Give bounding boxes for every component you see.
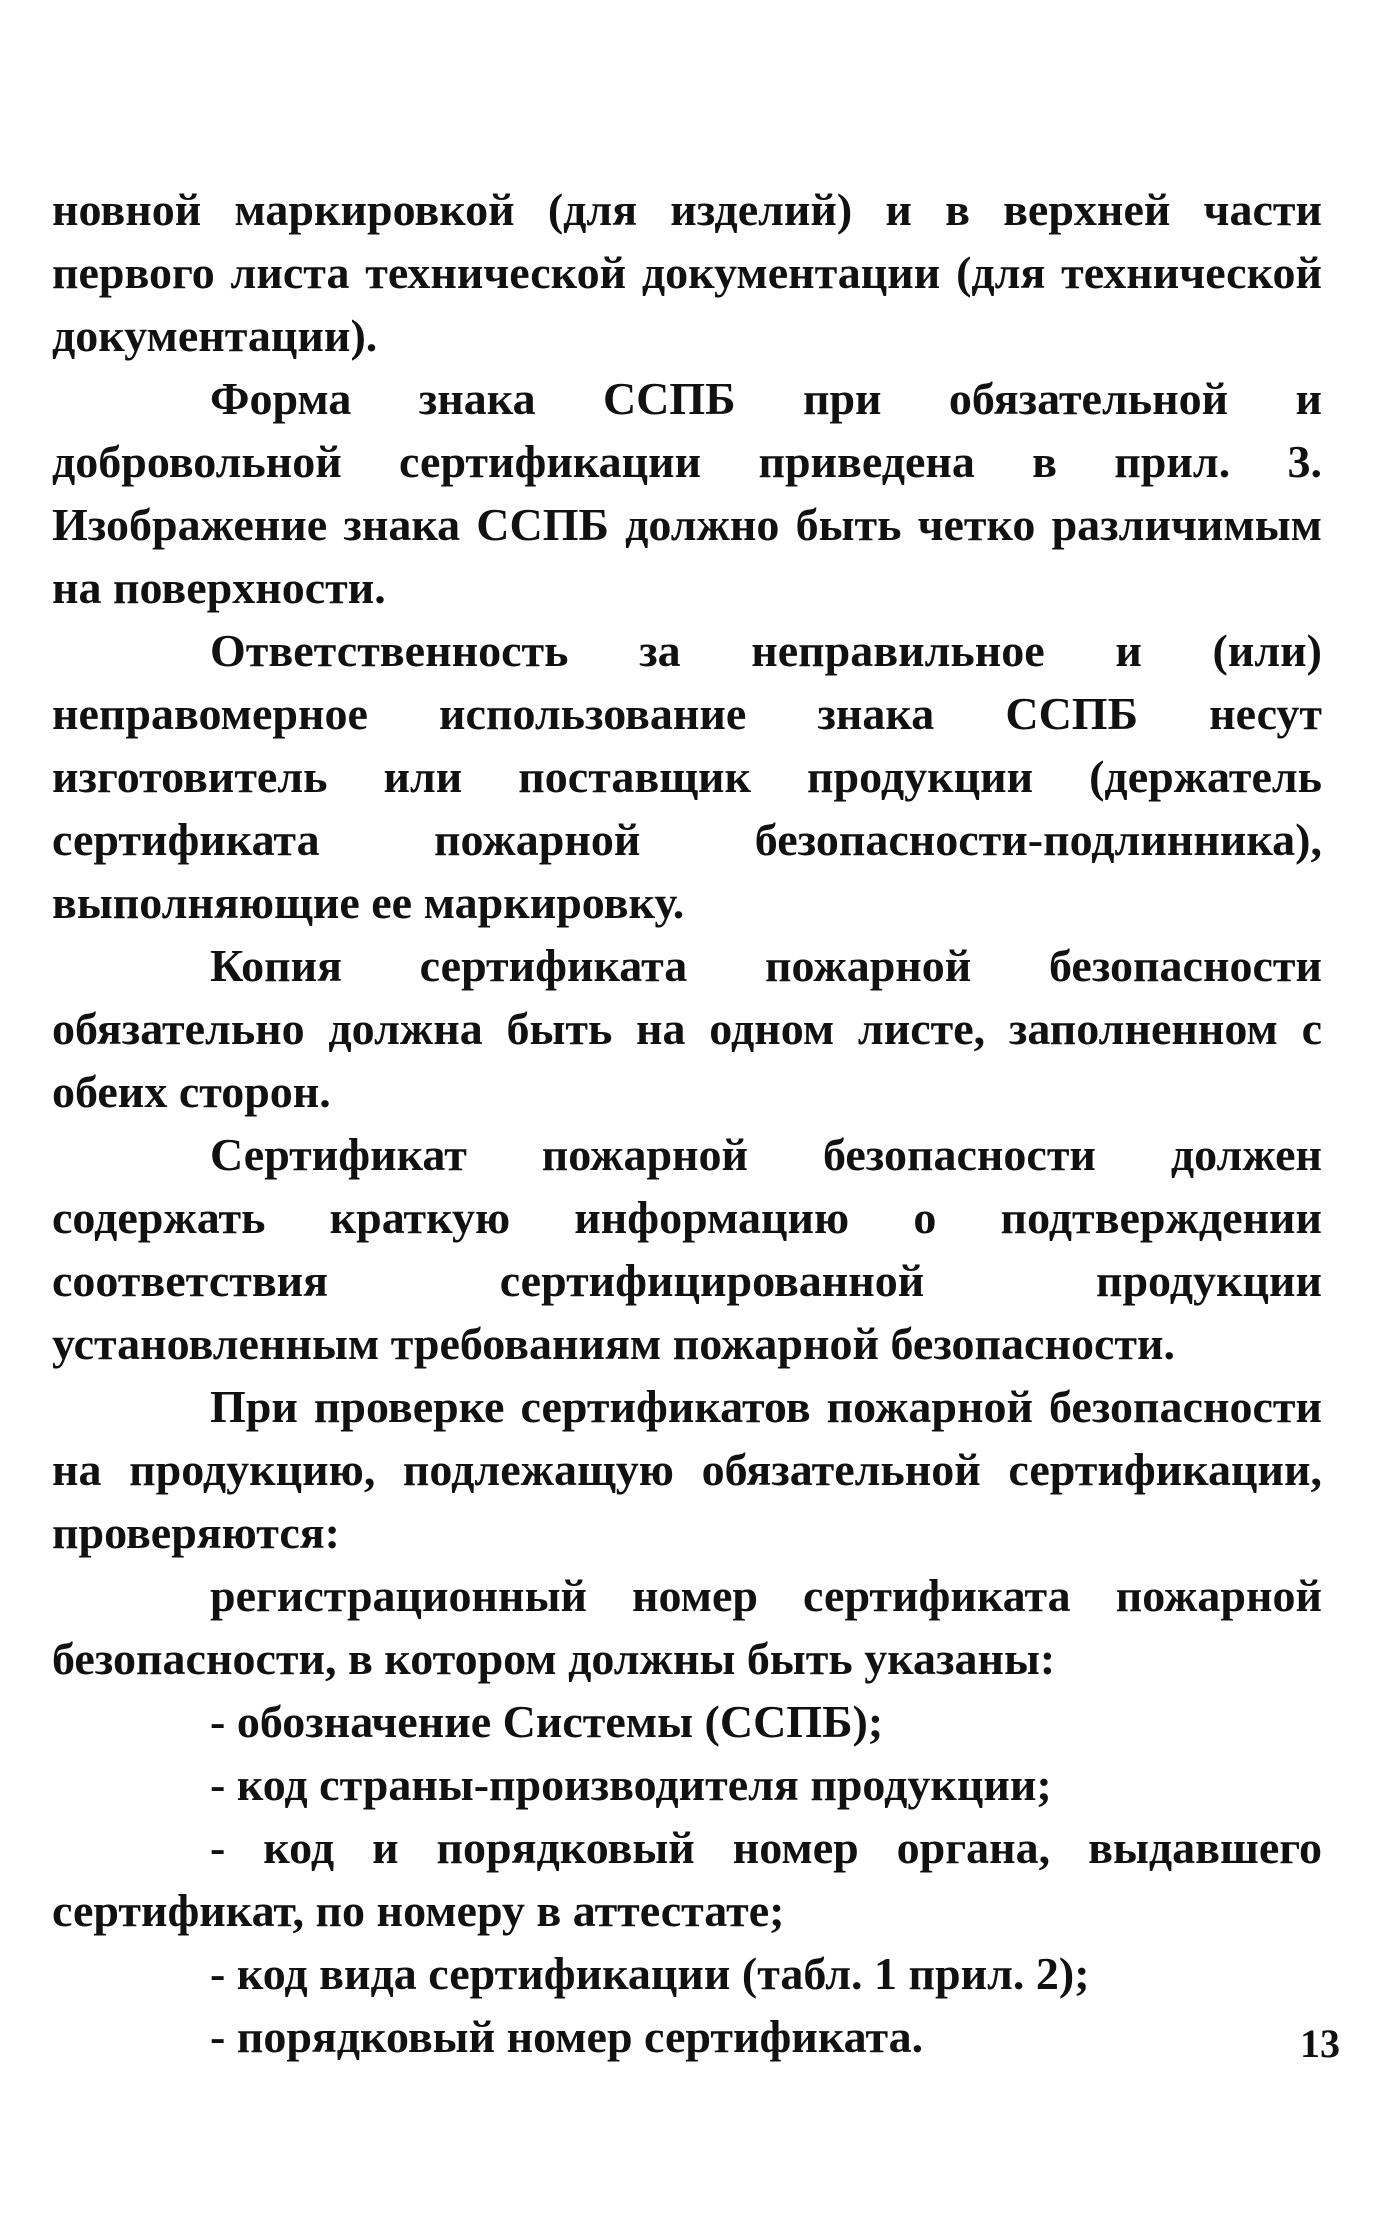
- list-item: - код страны-производителя продукции;: [210, 1759, 1052, 1810]
- paragraph-registration-number: регистрационный номер сертификата пожарной безопасности, в котором должны быть указаны:: [52, 1570, 1322, 1684]
- page-number: 13: [1300, 2021, 1340, 2066]
- paragraph-certificate-content: Сертификат пожарной безопасности должен содержать краткую информацию о подтверждении соответствия сертифицированной продукции установленным требованиям пожарной безопасности.: [52, 1129, 1322, 1369]
- list-item: - код вида сертификации (табл. 1 прил. 2);: [210, 1948, 1090, 1999]
- paragraph-responsibility: Ответственность за неправильное и (или) неправомерное использование знака ССПБ несут изготовитель или поставщик продукции (держатель сертификата пожарной безопасности-подлинника), выполняющие ее маркировку.: [52, 625, 1322, 928]
- paragraph-continuation: новной маркировкой (для изделий) и в верхней части первого листа технической документации (для технической документации).: [52, 184, 1322, 361]
- paragraph-verification: При проверке сертификатов пожарной безопасности на продукцию, подлежащую обязательной сертификации, проверяются:: [52, 1381, 1322, 1558]
- list-item: - порядковый номер сертификата.: [210, 2011, 924, 2062]
- paragraph-sign-form: Форма знака ССПБ при обязательной и добровольной сертификации приведена в прил. 3. Изображение знака ССПБ должно быть четко различимым на поверхности.: [52, 373, 1322, 613]
- list-item: - обозначение Системы (ССПБ);: [210, 1696, 884, 1747]
- document-page: [52, 178, 1322, 2068]
- paragraph-copy: Копия сертификата пожарной безопасности обязательно должна быть на одном листе, заполненном с обеих сторон.: [52, 940, 1322, 1117]
- list-item: - код и порядковый номер органа, выдавшего сертификат, по номеру в аттестате;: [52, 1822, 1322, 1936]
